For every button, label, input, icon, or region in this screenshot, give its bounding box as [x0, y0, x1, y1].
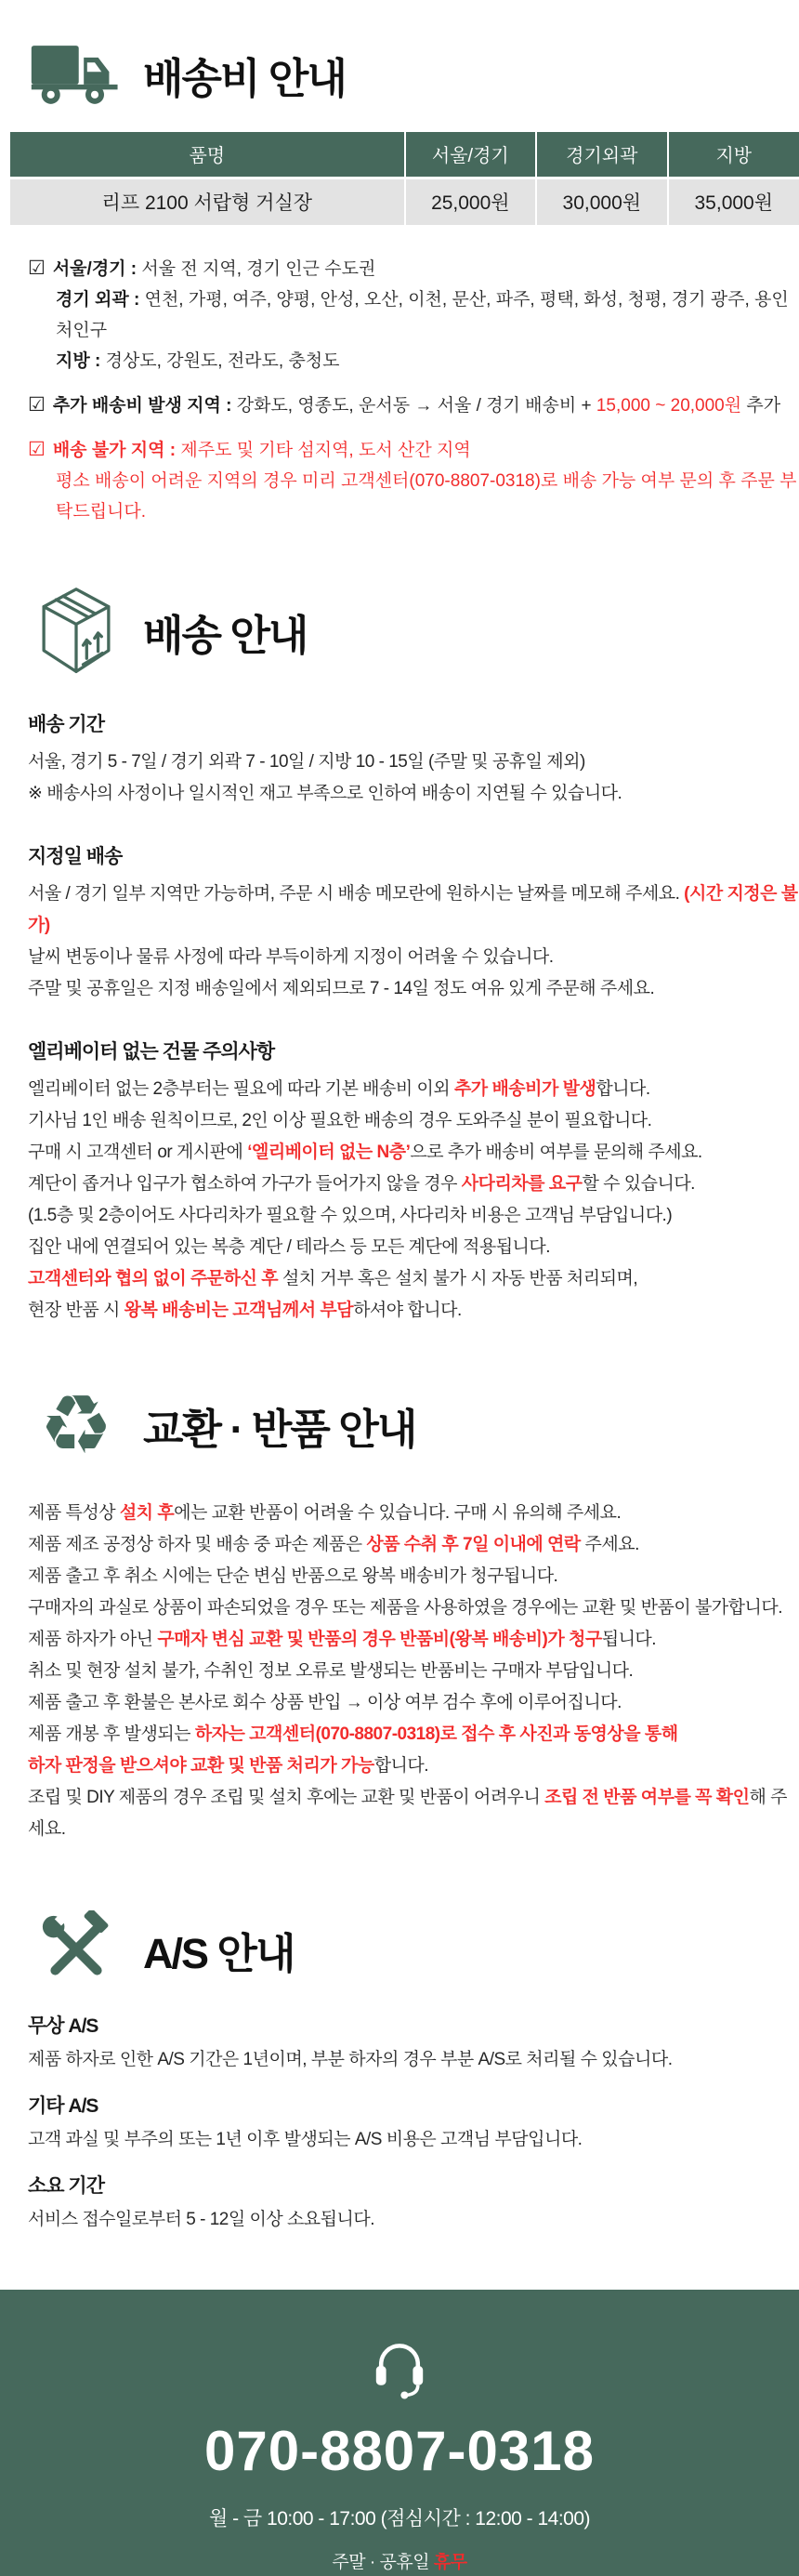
subsection-lines: 제품 하자로 인한 A/S 기간은 1년이며, 부분 하자의 경우 부분 A/S로 처리될 수 있습니다. — [28, 2050, 673, 2069]
headset-icon — [366, 2331, 433, 2406]
business-hours: 월 - 금 10:00 - 17:00 (점심시간 : 12:00 - 14:00) — [208, 2508, 591, 2530]
exchange-notes: 제품 특성상 설치 후에는 교환 반품이 어려울 수 있습니다. 구매 시 유의해 주세요. 제품 제조 공정상 하자 및 배송 중 파손 제품은 상품 수취 후 7일 이내에 연락 주세요. 제품 출고 후 취소 시에는 단순 변심 반품으로 왕복 배송비가 청구됩니다. 구매자의 과실로 상품이 파손되었을 경우 또는 제품을 사용하였을 경우에는 교환 및 반품이 불가합니다. 제품 하자가 아닌 구매자 변심 교환 및 반품의 경우 반품비(왕복 배송비)가 청구됩니다. 취소 및 현장 설치 불가, 수취인 정보 오류로 발생되는 반품비는 구매자 부담입니다. 제품 출고 후 환불은 본사로 회수 상품 반입 → 이상 여부 검수 후에 이루어집니다. 제품 개봉 후 발생되는 하자는 고객센터(070-8807-0318)로 접수 후 사진과 동영상을 통해 하자 판정을 받으셔야 교환 및 반품 처리가 가능합니다. 조립 및 DIY 제품의 경우 조립 및 설치 후에는 교환 및 반품이 어려우니 조립 전 반품 여부를 꼭 확인해 주세요. — [28, 1503, 787, 1839]
subsection-lines: 고객 과실 및 부주의 또는 1년 이후 발생되는 A/S 비용은 고객님 부담입니다. — [28, 2130, 583, 2149]
checkbox-icon: ☑ — [28, 438, 46, 460]
subsection-heading: 지정일 배송 — [28, 846, 123, 867]
table-header-row — [10, 132, 799, 178]
shipping-fee-notes — [28, 253, 799, 527]
customer-center-footer — [0, 2290, 799, 2576]
note-region-definitions — [28, 253, 799, 376]
subsection-no-elevator — [28, 1037, 799, 1327]
subsection-lines: 엘리베이터 없는 2층부터는 필요에 따라 기본 배송비 이외 추가 배송비가 발생합니다. 기사님 1인 배송 원칙이므로, 2인 이상 필요한 배송의 경우 도와주실 분이 필요합니다. 구매 시 고객센터 or 게시판에 ‘엘리베이터 없는 N층’으로 추가 배송비 여부를 문의해 주세요. 계단이 좁거나 입구가 협소하여 가구가 들어가지 않을 경우 사다리차를 요구할 수 있습니다. (1.5층 및 2층이어도 사다리차가 필요할 수 있으며, 사다리차 비용은 고객님 부담입니다.) 집안 내에 연결되어 있는 복층 계단 / 테라스 등 모든 계단에 적용됩니다. 고객센터와 협의 없이 주문하신 후 설치 거부 혹은 설치 불가 시 자동 반품 처리되며, 현장 반품 시 왕복 배송비는 고객님께서 부담하셔야 합니다. — [28, 1079, 702, 1320]
cell-product-name: 리프 2100 서랍형 거실장 — [10, 178, 405, 225]
subsection-duration — [28, 2171, 799, 2236]
note-text: 경기 외곽 : 연천, 가평, 여주, 양평, 안성, 오산, 이천, 문산, 파주, 평택, 화성, 청평, 경기 광주, 용인 처인구 — [56, 290, 789, 340]
col-province: 지방 — [668, 132, 799, 178]
note-extra-fee-region — [28, 390, 799, 421]
subsection-heading: 엘리베이터 없는 건물 주의사항 — [28, 1041, 275, 1063]
checkbox-icon: ☑ — [28, 257, 46, 279]
closed-days-label: 주말 · 공휴일 — [332, 2553, 434, 2572]
cell-fee-outskirt: 30,000원 — [536, 178, 667, 225]
note-text: 지방 : 경상도, 강원도, 전라도, 충청도 — [56, 351, 340, 371]
exchange-content — [28, 1498, 799, 1845]
cell-fee-seoul: 25,000원 — [405, 178, 536, 225]
section-header-shipping-fee — [30, 28, 799, 121]
tools-icon — [30, 1910, 123, 1988]
closed-days — [332, 2548, 466, 2573]
col-gyeonggi-outskirt: 경기외곽 — [536, 132, 667, 178]
subsection-heading: 배송 기간 — [28, 714, 104, 735]
subsection-lines: 서울 / 경기 일부 지역만 가능하며, 주문 시 배송 메모란에 원하시는 날짜를 메모해 주세요. (시간 지정은 불가) 날씨 변동이나 물류 사정에 따라 부득이하게 지정이 어려울 수 있습니다. 주말 및 공휴일은 지정 배송일에서 제외되므로 7 - 14일 정도 여유 있게 주문해 주세요. — [28, 884, 798, 998]
section-title-as: A/S 안내 — [143, 1929, 295, 1977]
subsection-lines: 서비스 접수일로부터 5 - 12일 이상 소요됩니다. — [28, 2210, 374, 2229]
note-text: 추가 배송비 발생 지역 : 강화도, 영종도, 운서동 → 서울 / 경기 배송비 + 15,000 ~ 20,000원 추가 — [52, 396, 781, 416]
table-row — [10, 178, 799, 225]
cell-fee-province: 35,000원 — [668, 178, 799, 225]
subsection-heading: 무상 A/S — [28, 2015, 98, 2037]
shipping-fee-table — [10, 132, 799, 225]
note-undeliverable-region — [28, 434, 799, 527]
truck-icon — [30, 39, 123, 110]
section-title-delivery: 배송 안내 — [143, 611, 308, 659]
checkbox-icon: ☑ — [28, 393, 46, 416]
subsection-delivery-period — [28, 709, 799, 810]
package-box-icon — [30, 586, 123, 677]
delivery-content — [28, 709, 799, 1327]
phone-number: 070-8807-0318 — [203, 2420, 596, 2482]
subsection-lines: 서울, 경기 5 - 7일 / 경기 외곽 7 - 10일 / 지방 10 - 15일 (주말 및 공휴일 제외) ※ 배송사의 사정이나 일시적인 재고 부족으로 인하여 배송이 지연될 수 있습니다. — [28, 752, 622, 803]
closed-days-value: 휴무 — [433, 2553, 467, 2572]
section-header-delivery — [30, 585, 799, 678]
recycle-icon: ♻ — [39, 1377, 113, 1473]
note-text: 평소 배송이 어려운 지역의 경우 미리 고객센터(070-8807-0318)로 배송 가능 여부 문의 후 주문 부탁드립니다. — [56, 471, 797, 522]
note-text: 배송 불가 지역 : 제주도 및 기타 섬지역, 도서 산간 지역 — [52, 441, 471, 460]
subsection-heading: 기타 A/S — [28, 2095, 98, 2117]
col-product-name: 품명 — [10, 132, 405, 178]
note-text: 서울/경기 : 서울 전 지역, 경기 인근 수도권 — [52, 259, 376, 279]
subsection-free-as — [28, 2011, 799, 2076]
as-content — [28, 2011, 799, 2236]
col-seoul-gyeonggi: 서울/경기 — [405, 132, 536, 178]
subsection-designated-day — [28, 841, 799, 1005]
section-header-exchange — [30, 1379, 799, 1472]
subsection-heading: 소요 기간 — [28, 2175, 104, 2197]
subsection-other-as — [28, 2091, 799, 2156]
section-title-shipping-fee: 배송비 안내 — [143, 54, 346, 102]
section-title-exchange: 교환 · 반품 안내 — [143, 1405, 416, 1453]
section-header-as — [30, 1903, 799, 1996]
